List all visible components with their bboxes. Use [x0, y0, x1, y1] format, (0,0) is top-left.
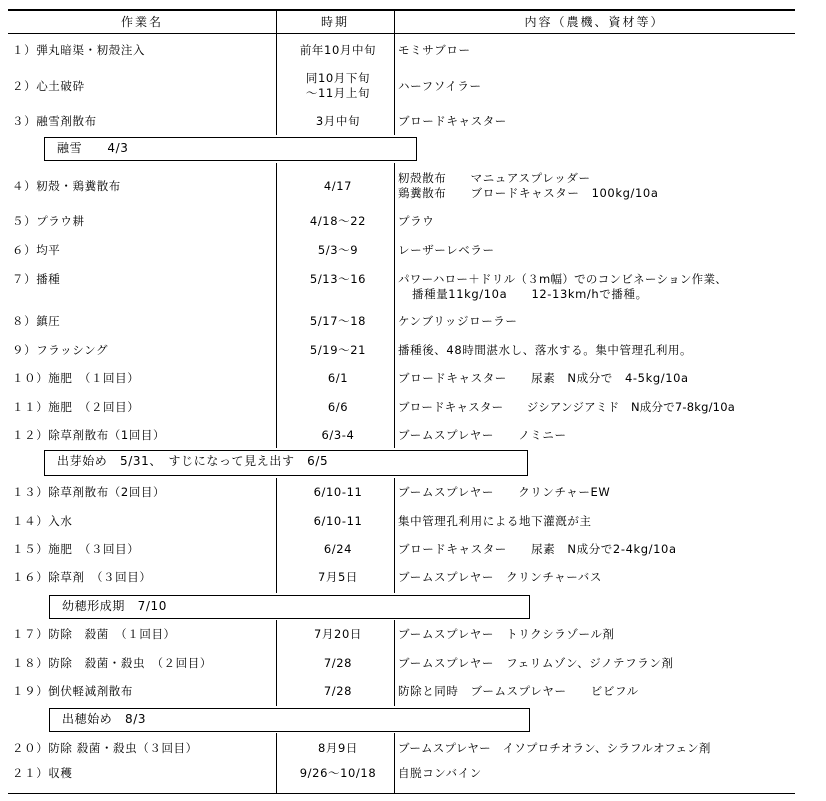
row-11-period: 6/6 — [327, 400, 349, 414]
stage-heading: 出穂始め 8/3 — [49, 708, 530, 732]
row-2-name: ２）心土破砕 — [12, 79, 85, 93]
row-6-content: レーザーレベラー — [398, 243, 495, 257]
header-name: 作業名 — [120, 15, 163, 29]
row-13-period: 6/10-11 — [313, 485, 363, 499]
row-7-period: 5/13～16 — [309, 272, 367, 286]
row-7-name: ７）播種 — [12, 272, 61, 286]
row-19-content: 防除と同時 ブームスプレヤー ビビフル — [398, 684, 639, 698]
row-6-name: ６）均平 — [12, 243, 61, 257]
row-16-content: ブームスプレヤー クリンチャーバス — [398, 570, 602, 584]
column-divider — [394, 10, 395, 135]
column-divider — [276, 478, 277, 593]
header-content: 内容（農機、資材等） — [524, 15, 665, 29]
row-3-period: 3月中旬 — [315, 114, 361, 128]
row-16-period: 7月5日 — [317, 570, 359, 584]
column-divider — [394, 478, 395, 593]
row-14-period: 6/10-11 — [313, 514, 363, 528]
row-10-content: ブロードキャスター 尿素 N成分で 4-5kg/10a — [398, 371, 689, 385]
row-11-content: ブロードキャスター ジシアンジアミド N成分で7-8kg/10a — [398, 400, 735, 414]
row-10-name: １０）施肥 （１回目） — [12, 371, 140, 385]
row-14-content: 集中管理孔利用による地下灌漑が主 — [398, 514, 592, 528]
stage-emergence: 出芽始め 5/31、 すじになって見え出す 6/5 — [44, 450, 528, 476]
row-4-period: 4/17 — [323, 179, 353, 193]
row-15-content: ブロードキャスター 尿素 N成分で2-4kg/10a — [398, 542, 677, 556]
row-8-name: ８）鎮圧 — [12, 314, 61, 328]
row-3-name: ３）融雪剤散布 — [12, 114, 97, 128]
row-5-content: プラウ — [398, 214, 435, 228]
row-1-period: 前年10月中旬 — [299, 43, 377, 57]
column-divider — [276, 620, 277, 706]
row-18-period: 7/28 — [323, 656, 353, 670]
row-12-name: １２）除草剤散布（1回目） — [12, 428, 166, 442]
row-12-period: 6/3-4 — [321, 428, 355, 442]
table-top-rule — [8, 9, 795, 11]
row-8-content: ケンブリッジローラー — [398, 314, 518, 328]
row-4-name: ４）籾殻・鶏糞散布 — [12, 179, 121, 193]
row-15-period: 6/24 — [323, 542, 353, 556]
row-18-content: ブームスプレヤー フェリムゾン、ジノテフラン剤 — [398, 656, 674, 670]
row-5-period: 4/18～22 — [309, 214, 367, 228]
row-21-period: 9/26～10/18 — [299, 766, 377, 780]
row-20-content: ブームスプレヤー イソプロチオラン、シラフルオフェン剤 — [398, 741, 711, 755]
row-10-period: 6/1 — [327, 371, 349, 385]
row-13-name: １３）除草剤散布（2回目） — [12, 485, 166, 499]
row-9-name: ９）フラッシング — [12, 343, 109, 357]
stage-snowmelt: 融雪 4/3 — [44, 137, 417, 161]
row-8-period: 5/17～18 — [309, 314, 367, 328]
row-15-name: １５）施肥 （３回目） — [12, 542, 140, 556]
row-17-period: 7月20日 — [314, 627, 362, 641]
row-3-content: ブロードキャスター — [398, 114, 507, 128]
row-4-content: 籾殻散布 マニュアスプレッダー — [398, 171, 591, 185]
row-9-content: 播種後、48時間湛水し、落水する。集中管理孔利用。 — [398, 343, 693, 357]
stage-panicle-formation: 幼穂形成期 7/10 — [49, 595, 530, 619]
row-9-period: 5/19～21 — [309, 343, 367, 357]
row-13-content: ブームスプレヤー クリンチャーEW — [398, 485, 611, 499]
column-divider — [394, 163, 395, 448]
row-12-content: ブームスプレヤー ノミニー — [398, 428, 567, 442]
row-1-content: モミサブロー — [398, 43, 471, 57]
row-18-name: １８）防除 殺菌・殺虫 （２回目） — [12, 656, 212, 670]
row-17-content: ブームスプレヤー トリクシラゾール剤 — [398, 627, 615, 641]
row-4-content-line2: 鶏糞散布 ブロードキャスター 100kg/10a — [398, 186, 659, 200]
row-19-period: 7/28 — [323, 684, 353, 698]
column-divider — [276, 163, 277, 448]
row-2-period-line2: ～11月上旬 — [305, 86, 371, 100]
row-11-name: １１）施肥 （２回目） — [12, 400, 140, 414]
header-bottom-rule — [8, 33, 795, 34]
row-20-name: ２０）防除 殺菌・殺虫（３回目） — [12, 741, 198, 755]
column-divider — [394, 733, 395, 794]
row-2-content: ハーフソイラー — [398, 79, 482, 93]
row-7-content-line2: 播種量11kg/10a 12-13km/hで播種。 — [412, 287, 648, 301]
row-7-content: パワーハロー＋ドリル（３m幅）でのコンビネーション作業、 — [398, 272, 728, 286]
row-19-name: １９）倒伏軽減剤散布 — [12, 684, 133, 698]
row-5-name: ５）プラウ耕 — [12, 214, 85, 228]
row-17-name: １７）防除 殺菌 （１回目） — [12, 627, 176, 641]
column-divider — [276, 733, 277, 794]
row-16-name: １６）除草剤 （３回目） — [12, 570, 152, 584]
header-period: 時期 — [320, 15, 349, 29]
row-14-name: １４）入水 — [12, 514, 73, 528]
table-bottom-rule — [8, 793, 795, 794]
row-21-content: 自脱コンバイン — [398, 766, 482, 780]
row-6-period: 5/3～9 — [317, 243, 359, 257]
row-21-name: ２１）収穫 — [12, 766, 73, 780]
column-divider — [276, 10, 277, 135]
row-20-period: 8月9日 — [317, 741, 359, 755]
row-1-name: １）弾丸暗渠・籾殻注入 — [12, 43, 146, 57]
row-2-period: 同10月下旬 — [305, 71, 371, 85]
column-divider — [394, 620, 395, 706]
